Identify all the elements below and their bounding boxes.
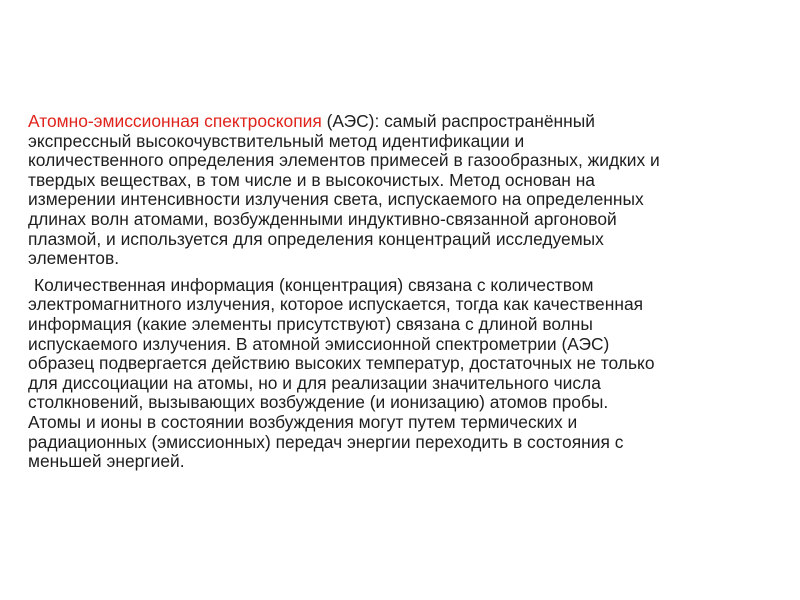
paragraph-line: элементов.: [28, 248, 120, 269]
paragraph-line: электромагнитного излучения, которое испускается, тогда как качественная: [28, 294, 644, 315]
slide-text: [28, 112, 748, 472]
paragraph-line: количественного определения элементов примесей в газообразных, жидких и: [28, 150, 660, 171]
paragraph-line: испускаемого излучения. В атомной эмиссионной спектрометрии (АЭС): [28, 333, 610, 354]
paragraph-line: [28, 111, 595, 131]
paragraph-line: измерении интенсивности излучения света, испускаемого на определенных: [28, 189, 644, 210]
highlighted-term: Атомно-эмиссионная спектроскопия: [28, 111, 322, 131]
paragraph-text: (АЭС): самый распространённый: [321, 111, 595, 131]
paragraph-line: Атомы и ионы в состоянии возбуждения могут путем термических и: [28, 411, 578, 432]
paragraph-line: плазмой, и используется для определения концентраций исследуемых: [28, 228, 604, 249]
paragraph-line: твердых веществах, в том числе и в высокочистых. Метод основан на: [28, 169, 595, 190]
explanation-paragraph: [28, 276, 748, 472]
paragraph-line: Количественная информация (концентрация) связана с количеством: [34, 274, 594, 295]
paragraph-line: информация (какие элементы присутствуют) связана с длиной волны: [28, 313, 593, 334]
paragraph-line: для диссоциации на атомы, но и для реализации значительного числа: [28, 372, 601, 393]
paragraph-line: образец подвергается действию высоких температур, достаточных не только: [28, 353, 655, 374]
paragraph-line: экспрессный высокочувствительный метод идентификации и: [28, 130, 525, 151]
paragraph-line: длинах волн атомами, возбужденными индуктивно-связанной аргоновой: [28, 208, 617, 229]
paragraph-line: меньшей энергией.: [28, 451, 185, 472]
paragraph-line: радиационных (эмиссионных) передач энергии переходить в состояния с: [28, 431, 624, 452]
definition-paragraph: [28, 112, 748, 269]
paragraph-line: столкновений, вызывающих возбуждение (и ионизацию) атомов пробы.: [28, 392, 609, 413]
